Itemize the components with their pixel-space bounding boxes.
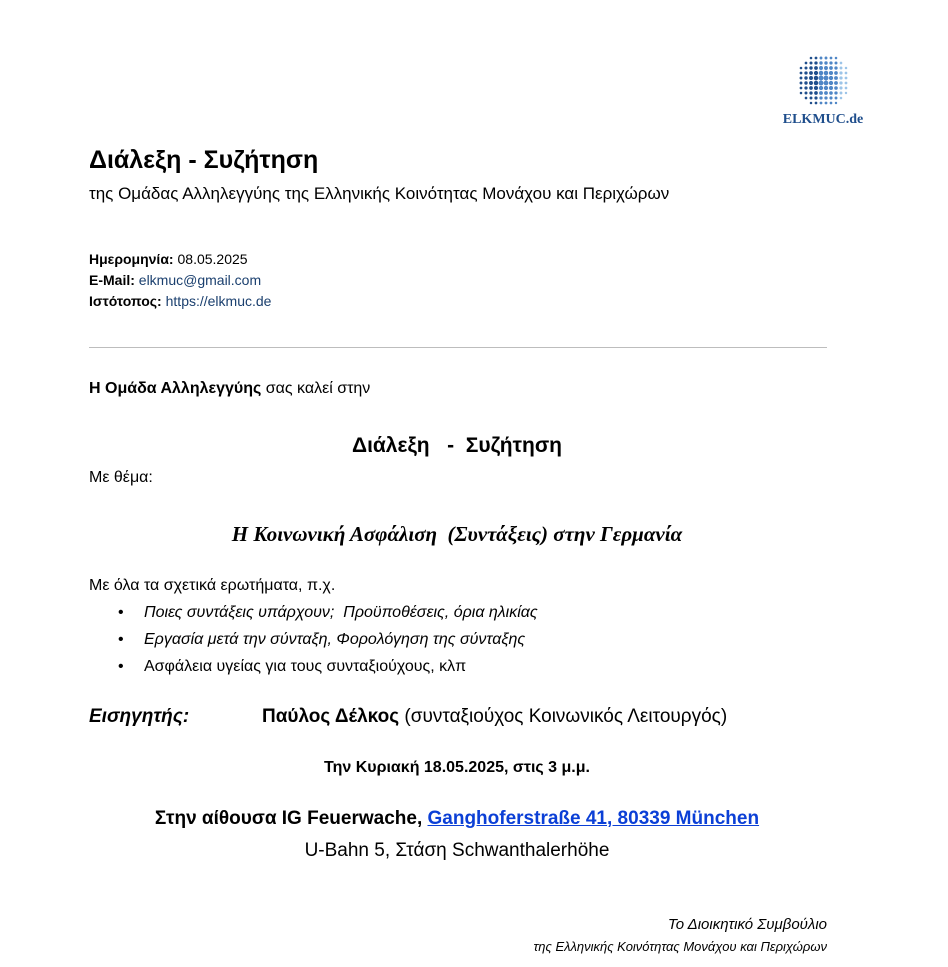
globe-dot	[820, 57, 823, 60]
globe-dot	[814, 61, 817, 64]
logo	[768, 50, 878, 142]
speaker	[262, 706, 727, 728]
divider	[89, 347, 827, 348]
speaker-label: Εισηγητής:	[89, 706, 190, 727]
globe-dot	[809, 86, 813, 90]
globe-dot	[809, 81, 813, 85]
globe-dot	[839, 86, 842, 89]
bullet-icon: •	[118, 658, 124, 675]
list-item: • Ασφάλεια υγείας για τους συνταξιούχους, κλπ	[89, 656, 538, 683]
globe-dot	[810, 97, 813, 100]
globe-dot	[829, 91, 833, 95]
globe-dot	[834, 66, 837, 69]
bullet-icon: •	[118, 604, 124, 621]
logo-text: ELKMUC.de	[782, 112, 864, 127]
globe-dot	[814, 96, 817, 99]
globe-dot	[839, 71, 842, 74]
globe-dot	[834, 86, 838, 90]
globe-dot	[810, 102, 813, 105]
globe-dot	[819, 81, 824, 86]
globe-dot	[814, 71, 818, 75]
globe-dot	[834, 81, 838, 85]
globe-dot	[800, 72, 803, 75]
invitation-text	[89, 380, 370, 398]
meta-email	[89, 272, 261, 288]
globe-dot	[829, 71, 833, 75]
speaker-name: Παύλος Δέλκος	[262, 706, 400, 727]
globe-dot	[800, 82, 803, 85]
globe-dot	[829, 66, 833, 70]
globe-dot	[804, 81, 807, 84]
globe-dot	[819, 91, 823, 95]
globe-dot	[804, 71, 807, 74]
globe-dot	[819, 71, 823, 75]
speaker-role: (συνταξιούχος Κοινωνικός Λειτουργός)	[399, 706, 728, 727]
globe-dot	[809, 66, 812, 69]
globe-dot	[840, 97, 843, 100]
dotted-globe-icon	[793, 50, 853, 110]
theme-label: Με θέμα:	[89, 469, 153, 486]
globe-dot	[824, 86, 828, 90]
globe-dot	[840, 92, 843, 95]
globe-dot	[824, 61, 827, 64]
transit-info: U-Bahn 5, Στάση Schwanthalerhöhe	[304, 840, 610, 861]
lecture-topic: Η Κοινωνική Ασφάλιση (Συντάξεις) στην Γερμανία	[231, 522, 683, 546]
questions-intro: Με όλα τα σχετικά ερωτήματα, π.χ.	[89, 577, 336, 594]
bullet-icon: •	[118, 631, 124, 648]
venue	[0, 808, 914, 830]
globe-dot	[845, 77, 848, 80]
globe-dot	[800, 87, 803, 90]
globe-dot	[824, 76, 829, 81]
globe-dot	[810, 57, 813, 60]
meta-website-label: Ιστότοπος:	[89, 293, 162, 309]
globe-dot	[820, 102, 823, 105]
globe-dot	[819, 86, 823, 90]
globe-dot	[814, 81, 818, 85]
meta-email-label: E-Mail:	[89, 272, 135, 288]
globe-dot	[825, 102, 828, 105]
invitation-group: Η Ομάδα Αλληλεγγύης	[89, 380, 262, 397]
globe-dot	[809, 76, 813, 80]
signature-line-1: Το Διοικητικό Συμβούλιο	[667, 916, 827, 933]
globe-dot	[819, 76, 824, 81]
globe-dot	[845, 72, 848, 75]
globe-dot	[814, 66, 818, 70]
globe-dot	[805, 97, 808, 100]
globe-dot	[804, 86, 807, 89]
globe-dot	[819, 96, 822, 99]
globe-dot	[809, 91, 812, 94]
globe-dot	[845, 67, 848, 70]
globe-dot	[834, 71, 838, 75]
globe-dot	[829, 81, 833, 85]
globe-dot	[835, 102, 837, 104]
email-link[interactable]: elkmuc@gmail.com	[138, 272, 262, 288]
globe-dot	[814, 91, 818, 95]
venue-address-link[interactable]: Ganghoferstraße 41, 80339 München	[427, 808, 760, 829]
lecture-title: Διάλεξη - Συζήτηση	[351, 434, 563, 457]
questions-list	[89, 602, 538, 683]
globe-dot	[834, 91, 837, 94]
globe-dot	[839, 81, 842, 84]
globe-dot	[824, 71, 828, 75]
globe-dot	[809, 61, 812, 64]
globe-dot	[825, 57, 828, 60]
meta-date-value: 08.05.2025	[177, 251, 248, 267]
page-title: Διάλεξη - Συζήτηση	[89, 146, 319, 174]
globe-dot	[829, 76, 833, 80]
globe-dot	[845, 87, 848, 90]
globe-dot	[840, 67, 843, 70]
signature-line-2: της Ελληνικής Κοινότητας Μονάχου και Περιχώρων	[533, 939, 827, 954]
globe-dot	[835, 62, 838, 65]
globe-dot	[839, 76, 842, 79]
globe-dot	[824, 96, 827, 99]
invitation-rest: σας καλεί στην	[261, 380, 371, 397]
globe-dot	[819, 66, 823, 70]
list-item: • Εργασία μετά την σύνταξη, Φορολόγηση της σύνταξης	[89, 629, 538, 656]
globe-dot	[800, 92, 803, 95]
meta-date-label: Ημερομηνία:	[89, 251, 174, 267]
globe-dot	[845, 92, 847, 94]
globe-dot	[824, 91, 828, 95]
globe-dot	[815, 102, 818, 105]
globe-dot	[829, 61, 832, 64]
website-link[interactable]: https://elkmuc.de	[165, 293, 272, 309]
globe-dot	[824, 66, 828, 70]
globe-dot	[809, 71, 813, 75]
globe-dot	[835, 57, 838, 60]
venue-prefix: Στην αίθουσα IG Feuerwache,	[154, 808, 428, 829]
globe-dot	[805, 92, 808, 95]
globe-dot	[800, 67, 803, 70]
globe-dot	[835, 97, 838, 100]
globe-dot	[805, 62, 808, 65]
globe-dot	[830, 57, 833, 60]
event-date: Την Κυριακή 18.05.2025, στις 3 μ.μ.	[324, 759, 590, 776]
globe-dot	[814, 86, 818, 90]
globe-dot	[815, 57, 818, 60]
globe-dot	[800, 77, 803, 80]
globe-dot	[830, 102, 833, 105]
page-subtitle: της Ομάδας Αλληλεγγύης της Ελληνικής Κοινότητας Μονάχου και Περιχώρων	[89, 184, 670, 203]
globe-dot	[814, 76, 818, 80]
globe-dot	[804, 66, 807, 69]
globe-dot	[840, 62, 843, 65]
globe-dot	[845, 82, 848, 85]
globe-dot	[824, 81, 829, 86]
globe-dot	[829, 96, 832, 99]
globe-dot	[829, 86, 833, 90]
list-item: • Ποιες συντάξεις υπάρχουν; Προϋποθέσεις, όρια ηλικίας	[89, 602, 538, 629]
globe-dot	[819, 61, 822, 64]
meta-date	[89, 251, 248, 267]
globe-dot	[834, 76, 838, 80]
globe-dot	[804, 76, 807, 79]
meta-website	[89, 293, 271, 309]
